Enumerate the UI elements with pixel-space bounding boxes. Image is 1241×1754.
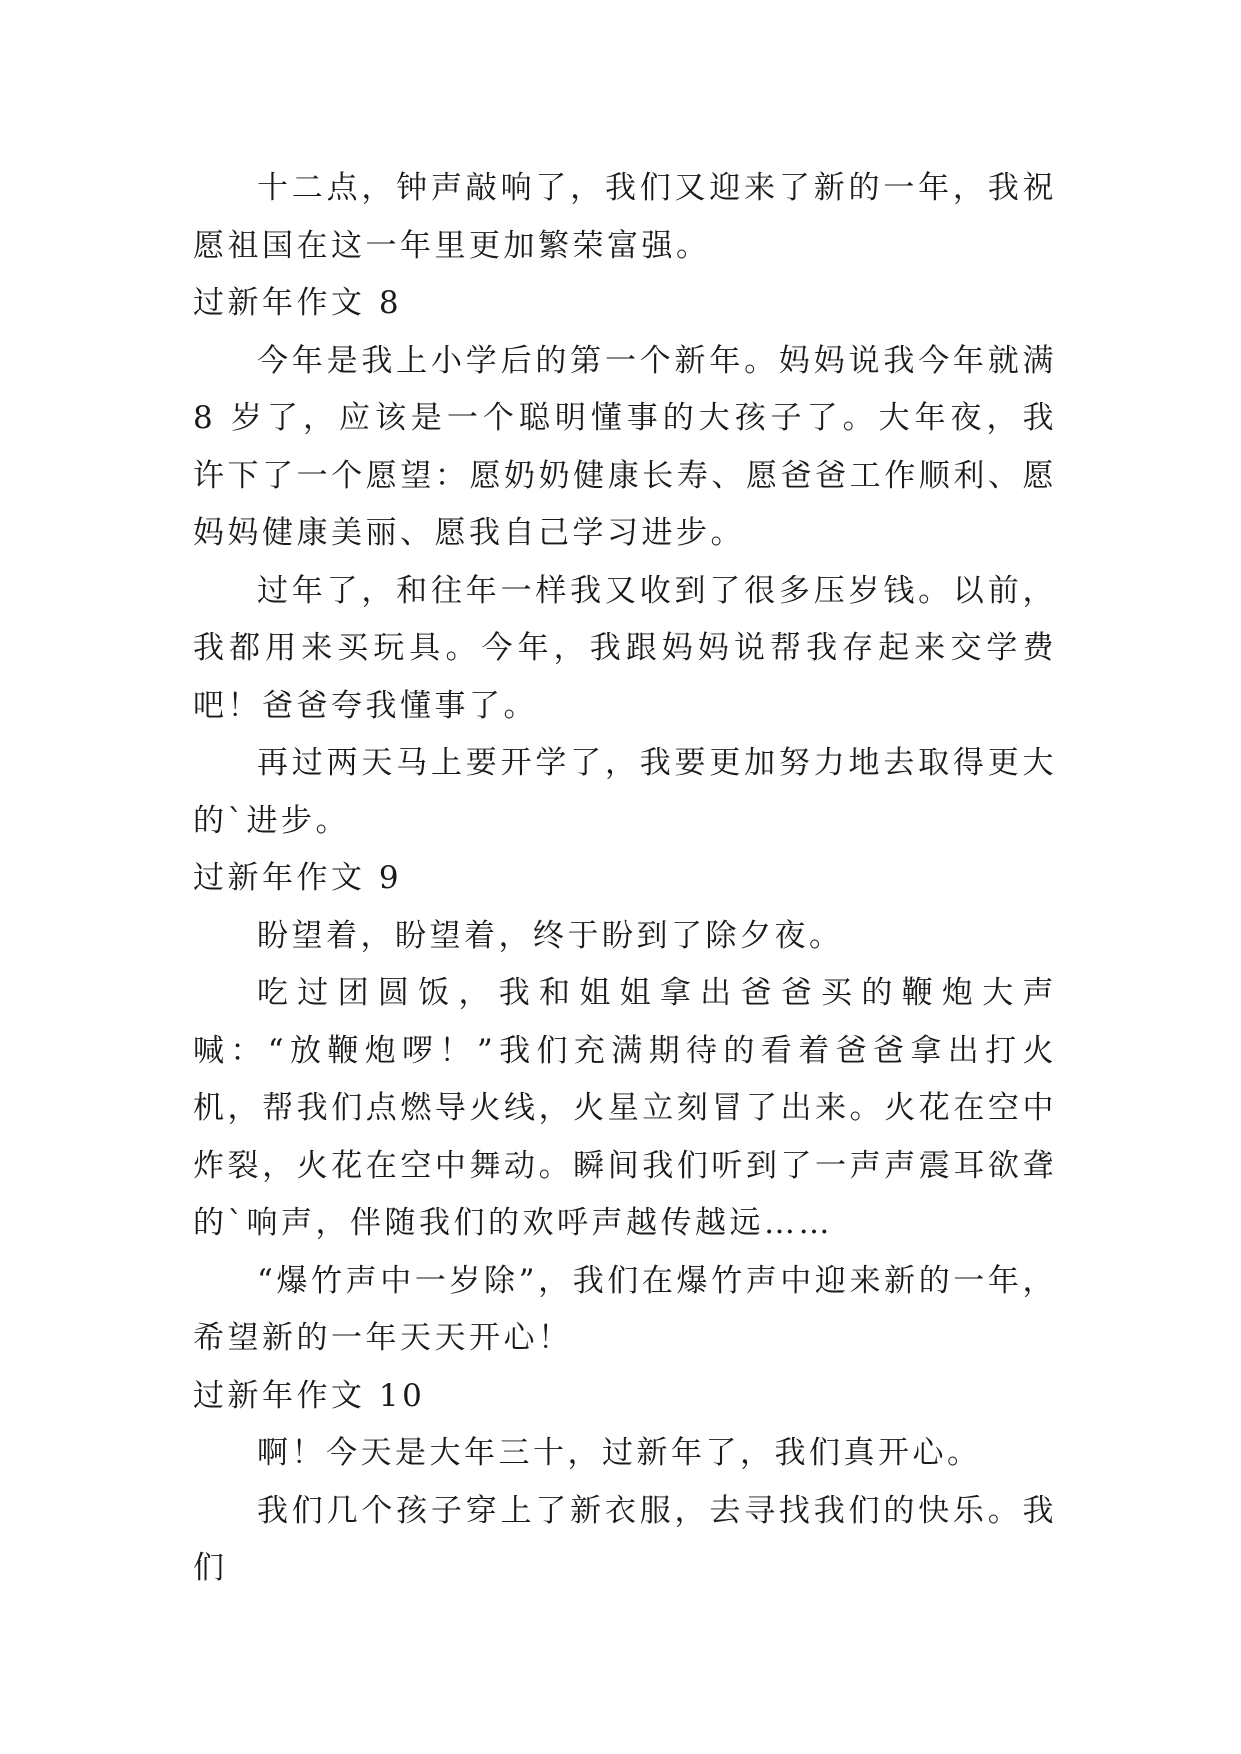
paragraph: 十二点，钟声敲响了，我们又迎来了新的一年，我祝愿祖国在这一年里更加繁荣富强。 xyxy=(193,170,1057,264)
paragraph: 盼望着，盼望着，终于盼到了除夕夜。 xyxy=(257,917,844,954)
section-heading: 过新年作文 8 xyxy=(193,285,403,321)
section-heading: 过新年作文 9 xyxy=(193,860,403,896)
paragraph: “爆竹声中一岁除”，我们在爆竹声中迎来新的一年，希望新的一年天天开心！ xyxy=(193,1262,1057,1356)
document-page xyxy=(193,160,1057,1598)
paragraph: 今年是我上小学后的第一个新年。妈妈说我今年就满 8 岁了，应该是一个聪明懂事的大孩子了。大年夜，我许下了一个愿望：愿奶奶健康长寿、愿爸爸工作顺利、愿妈妈健康美丽、愿我自己学习进步。 xyxy=(193,342,1057,551)
paragraph: 吃过团圆饭，我和姐姐拿出爸爸买的鞭炮大声喊：“放鞭炮啰！”我们充满期待的看着爸爸拿出打火机，帮我们点燃导火线，火星立刻冒了出来。火花在空中炸裂，火花在空中舞动。瞬间我们听到了一声声震耳欲聋的`响声，伴随我们的欢呼声越传越远…… xyxy=(193,975,1057,1241)
paragraph: 啊！今天是大年三十，过新年了，我们真开心。 xyxy=(257,1435,982,1471)
paragraph: 我们几个孩子穿上了新衣服，去寻找我们的快乐。我们 xyxy=(193,1492,1057,1586)
paragraph: 过年了，和往年一样我又收到了很多压岁钱。以前，我都用来买玩具。今年，我跟妈妈说帮我存起来交学费吧！爸爸夸我懂事了。 xyxy=(193,572,1057,724)
section-heading: 过新年作文 10 xyxy=(193,1377,426,1414)
paragraph: 再过两天马上要开学了，我要更加努力地去取得更大的`进步。 xyxy=(193,745,1057,839)
